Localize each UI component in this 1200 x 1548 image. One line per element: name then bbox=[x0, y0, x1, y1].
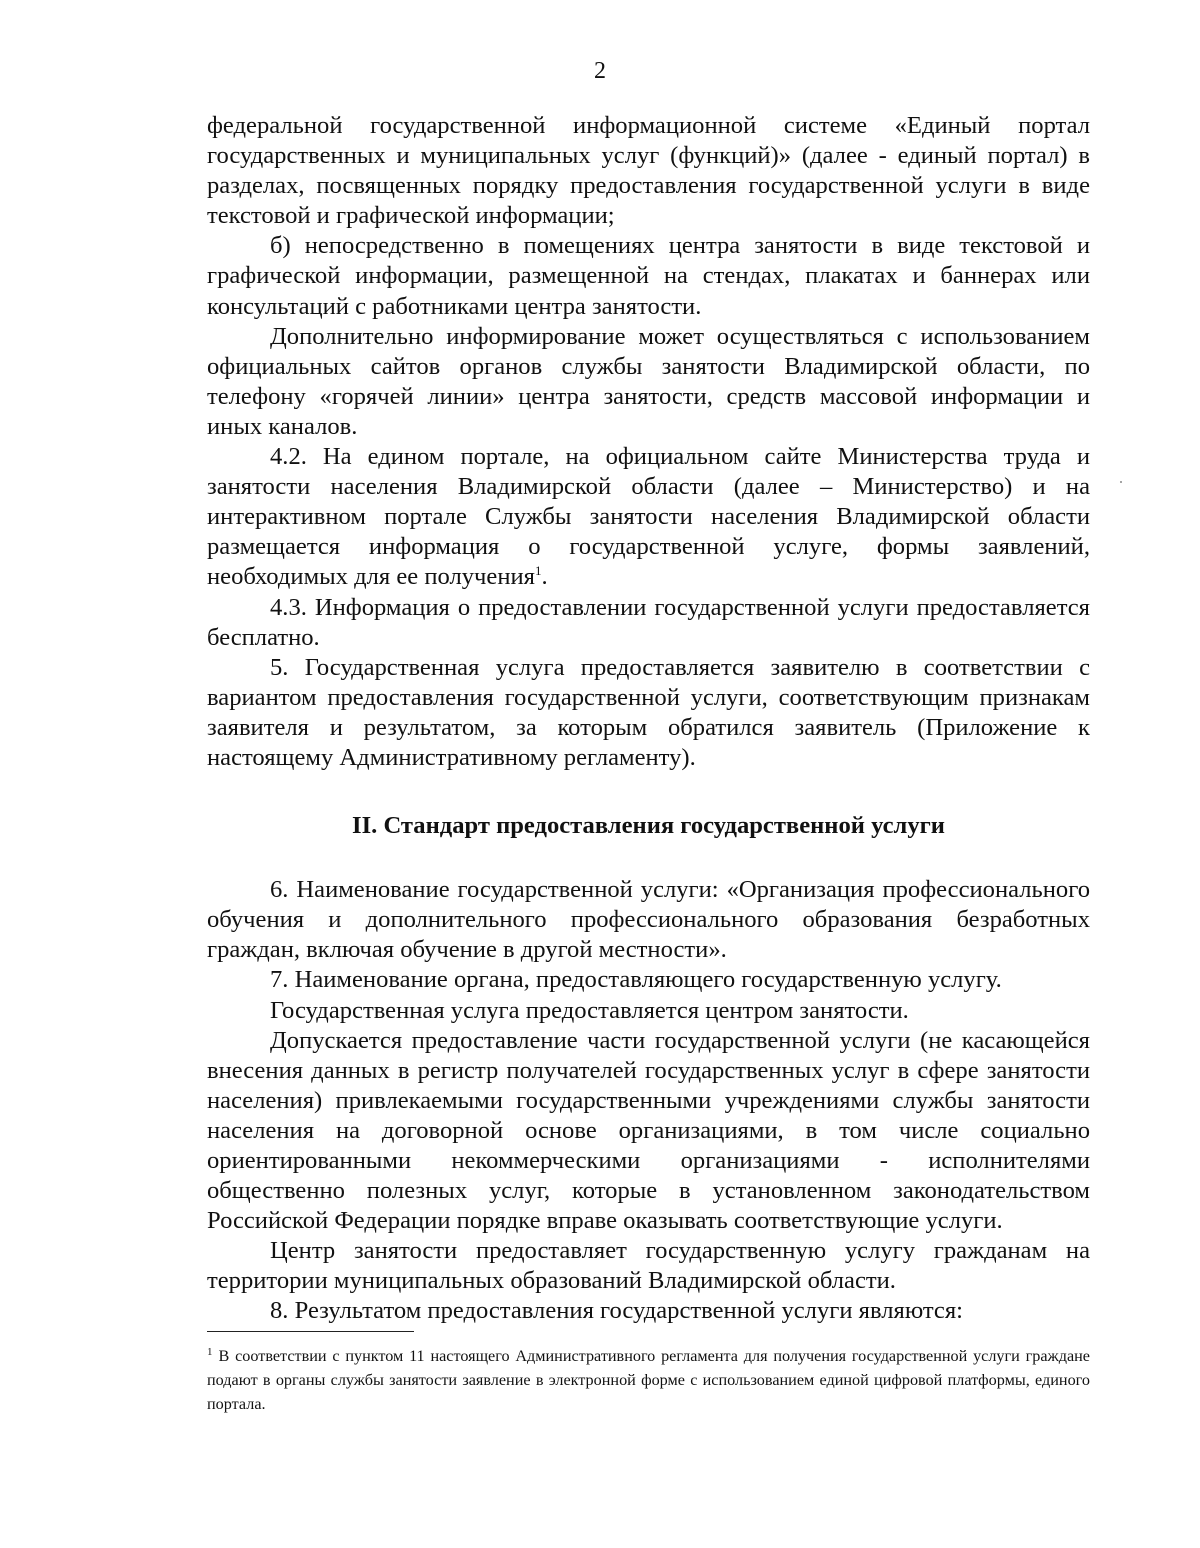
paragraph-4-3: 4.3. Информация о предоставлении государственной услуги предоставляется бесплатно. bbox=[207, 593, 1090, 651]
paragraph-4-2-tail: . bbox=[541, 563, 548, 591]
page-number: 2 bbox=[594, 58, 606, 84]
paragraph-4-2-text: 4.2. На едином портале, на официальном сайте Министерства труда и занятости населения Владимирской области (далее – Министерство) и на интерактивном портале Службы занятости населения Владимирской области размещается информация о государственной услуге, формы заявлений, необходимых для ее получения bbox=[207, 443, 1090, 591]
paragraph-5: 5. Государственная услуга предоставляется заявителю в соответствии с вариантом предоставления государственной услуги, соответствующим признакам заявителя и результатом, за которым обратился заявитель (Приложение к настоящему Административному регламенту). bbox=[207, 653, 1090, 771]
paragraph-7: 7. Наименование органа, предоставляющего государственную услугу. bbox=[270, 966, 1002, 994]
paragraph-additional-info: Дополнительно информирование может осуществляться с использованием официальных сайтов органов службы занятости Владимирской области, по телефону «горячей линии» центра занятости, средств массовой информации и иных каналов. bbox=[207, 322, 1090, 440]
paragraph-6: 6. Наименование государственной услуги: «Организация профессионального обучения и дополнительного профессионального образования безработных граждан, включая обучение в другой местности». bbox=[207, 876, 1090, 964]
paragraph-territory: Центр занятости предоставляет государственную услугу гражданам на территории муниципальных образований Владимирской области. bbox=[207, 1237, 1090, 1295]
paragraph-4-2 bbox=[207, 442, 1090, 592]
paragraph-item-b: б) непосредственно в помещениях центра занятости в виде текстовой и графической информации, размещенной на стендах, плакатах и баннерах или консультаций с работниками центра занятости. bbox=[207, 232, 1090, 320]
paragraph-permitted: Допускается предоставление части государственной услуги (не касающейся внесения данных в регистр получателей государственных услуг в сфере занятости населения) привлекаемыми государственными учреждениями службы занятости населения на договорной основе организациями, в том числе социально ориентированными некоммерческими организациями - исполнителями общественно полезных услуг, которые в установленном законодательством Российской Федерации порядке вправе оказывать соответствующие услуги. bbox=[207, 1026, 1090, 1235]
footnote-text: В соответствии с пунктом 11 настоящего Административного регламента для получения государственной услуги граждане подают в органы службы занятости заявление в электронной форме с использованием единой цифровой платформы, единого портала. bbox=[207, 1347, 1090, 1413]
scan-speck bbox=[1120, 481, 1122, 483]
paragraph-continuation: федеральной государственной информационной системе «Единый портал государственных и муниципальных услуг (функций)» (далее - единый портал) в разделах, посвященных порядку предоставления государственной услуги в виде текстовой и графической информации; bbox=[207, 112, 1090, 230]
footnote bbox=[207, 1344, 1090, 1416]
document-body bbox=[207, 111, 1090, 1327]
section-heading: II. Стандарт предоставления государственной услуги bbox=[352, 812, 945, 840]
paragraph-8: 8. Результатом предоставления государственной услуги являются: bbox=[270, 1297, 963, 1325]
footnote-reference[interactable]: 1 bbox=[534, 563, 542, 579]
paragraph-provider: Государственная услуга предоставляется центром занятости. bbox=[270, 996, 909, 1024]
footnote-marker: 1 bbox=[207, 1345, 213, 1358]
footnote-divider bbox=[207, 1331, 414, 1332]
